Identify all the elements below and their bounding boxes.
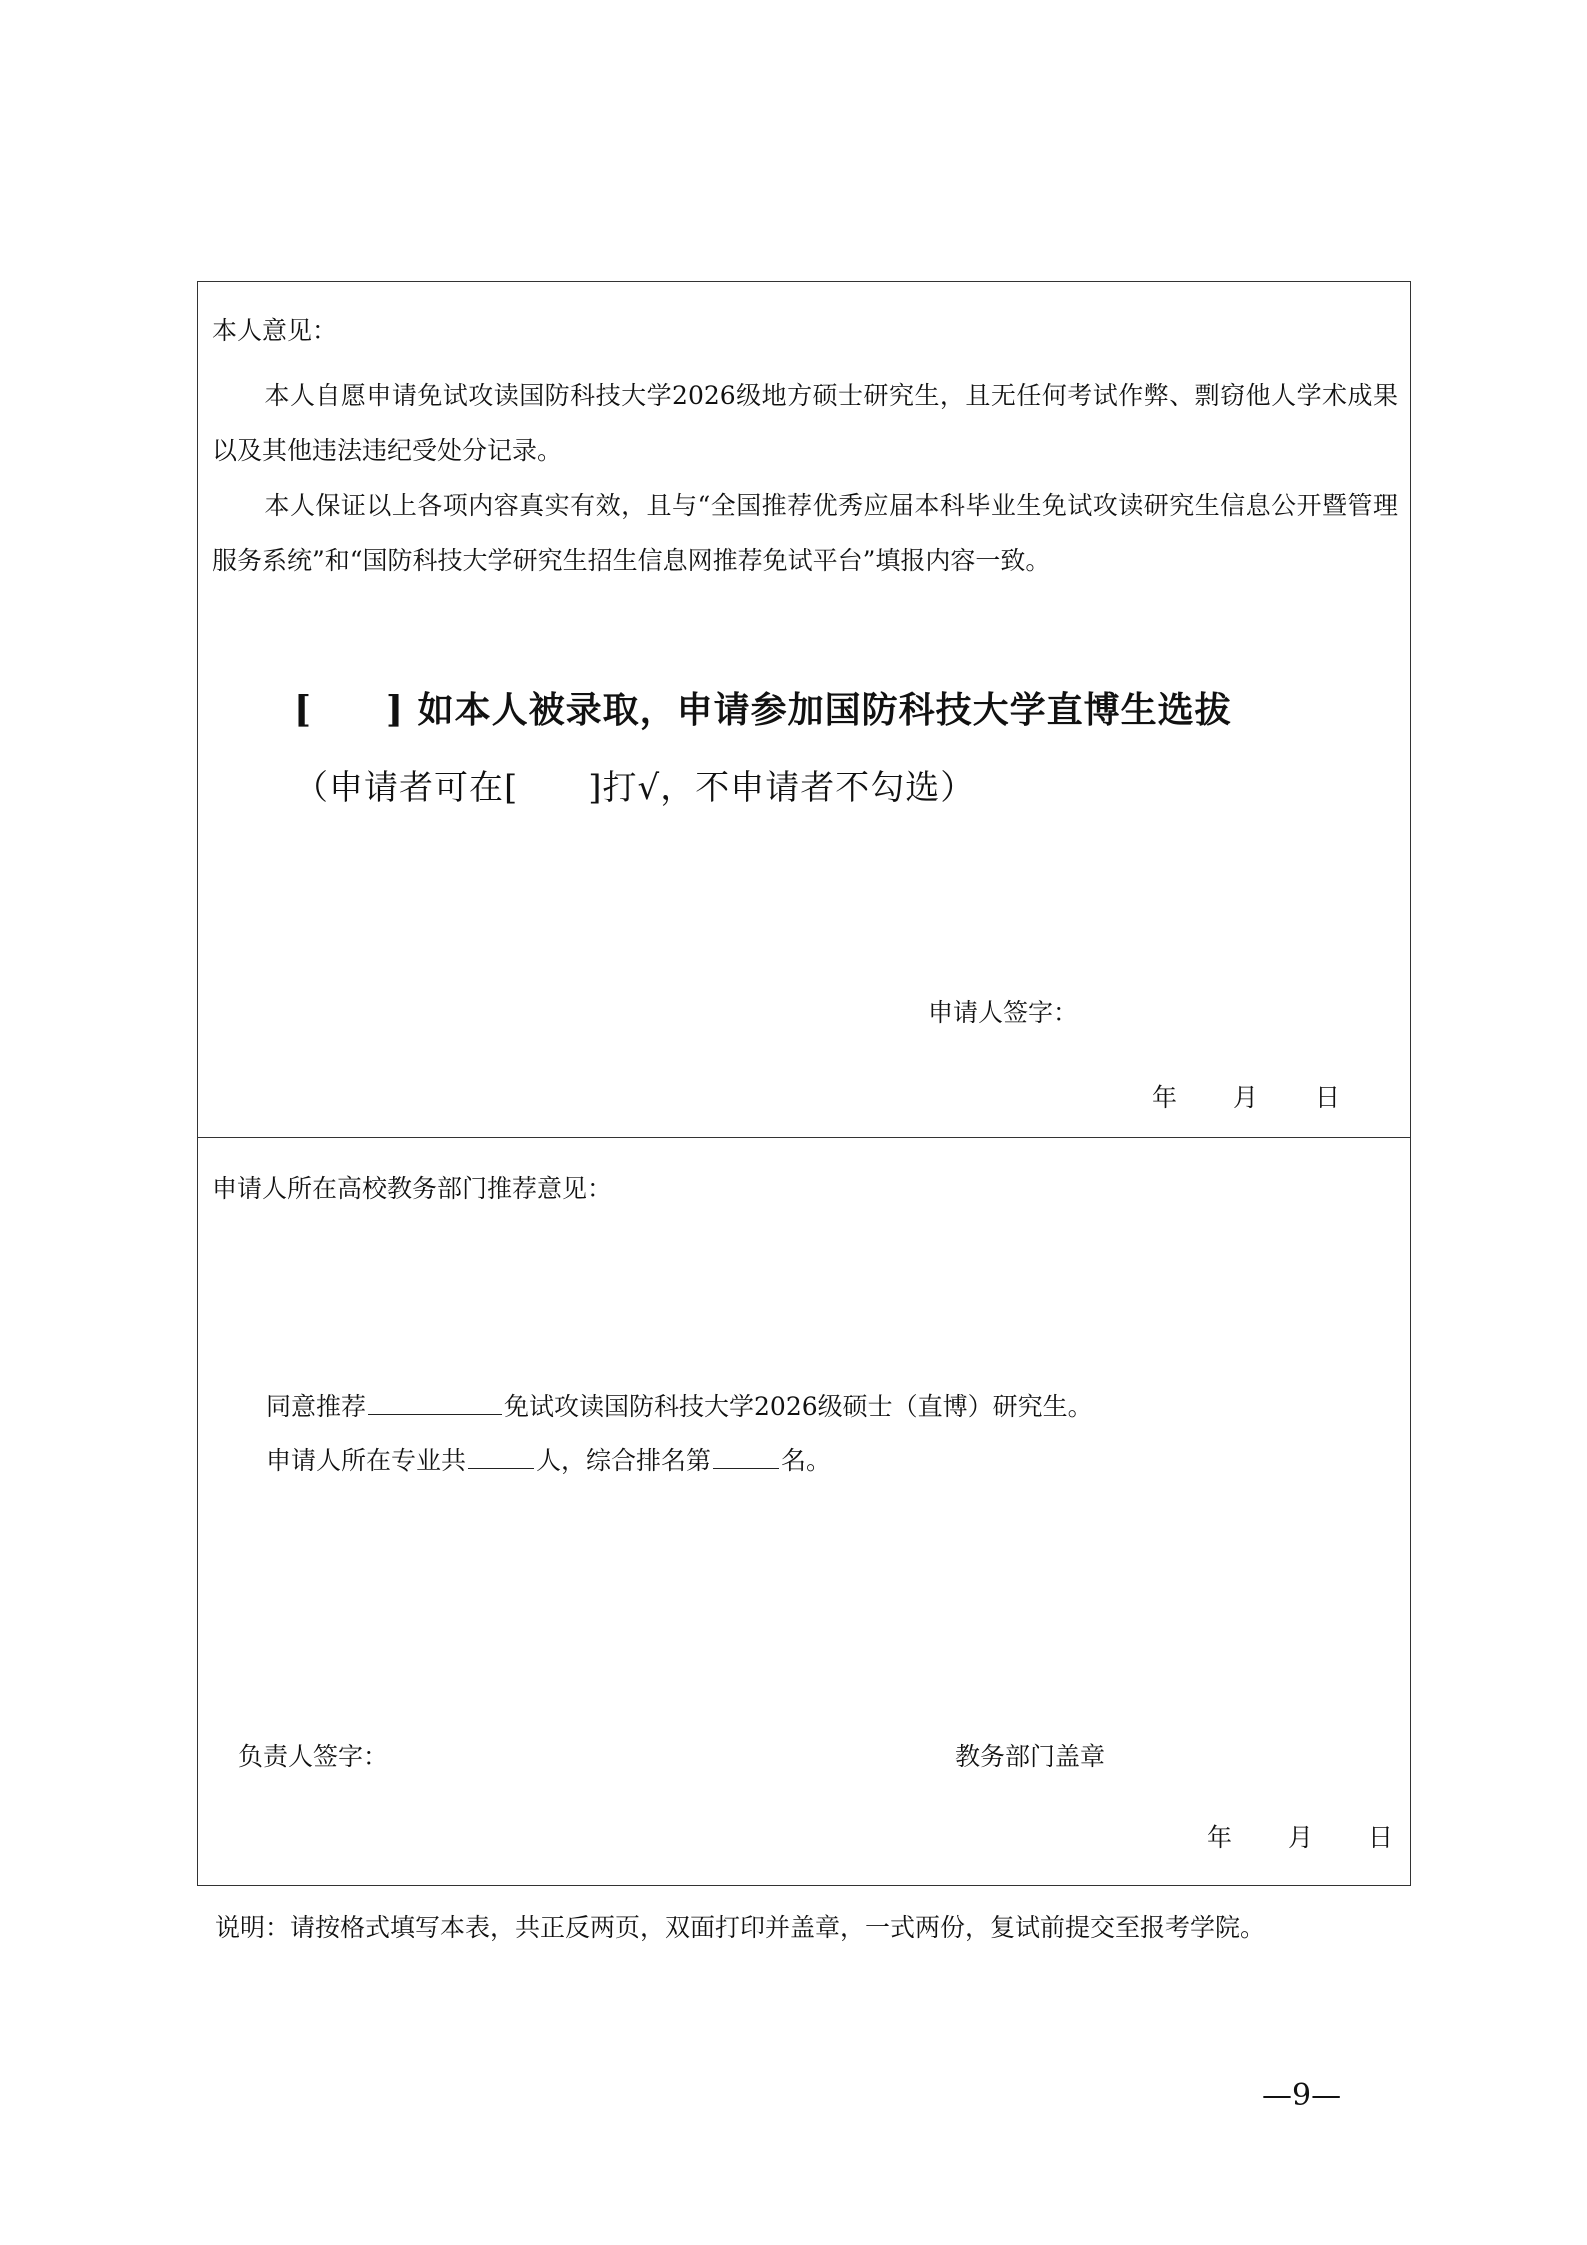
- date-year-label: 年: [1152, 1083, 1178, 1112]
- rank-line: 申请人所在专业共 人，综合排名第 名。: [266, 1442, 831, 1476]
- school-recommendation-section: [198, 1138, 1410, 1885]
- applicant-opinion-section: [198, 282, 1410, 1138]
- direct-phd-option: [294, 682, 1232, 733]
- stamp-label: 教务部门盖章: [955, 1742, 1106, 1771]
- recommended-name-blank[interactable]: [368, 1388, 502, 1415]
- date-year-label: 年: [1207, 1823, 1233, 1852]
- date-day-label: 日: [1368, 1823, 1394, 1852]
- date-day-label: 日: [1315, 1083, 1341, 1112]
- applicant-signature-label: 申请人签字：: [928, 998, 1079, 1027]
- leader-signature-label: 负责人签字：: [238, 1742, 389, 1771]
- declaration-paragraph-1: 本人自愿申请免试攻读国防科技大学2026级地方硕士研究生，且无任何考试作弊、剽窃他人学术成果以及其他违法违纪受处分记录。: [212, 381, 1398, 465]
- date-month-label: 月: [1288, 1823, 1314, 1852]
- date-month-label: 月: [1233, 1083, 1259, 1112]
- direct-phd-hint: （申请者可在[ ]打√，不申请者不勾选）: [294, 768, 976, 808]
- application-form-table: [197, 281, 1411, 1886]
- applicant-opinion-heading: 本人意见：: [212, 316, 338, 345]
- school-recommendation-heading: 申请人所在高校教务部门推荐意见：: [212, 1174, 613, 1203]
- page-number: —9—: [1262, 2078, 1342, 2113]
- recommend-line: 同意推荐 免试攻读国防科技大学2026级硕士（直博）研究生。: [266, 1388, 1093, 1422]
- declaration-paragraph-2: 本人保证以上各项内容真实有效，且与“全国推荐优秀应届本科毕业生免试攻读研究生信息公开暨管理服务系统”和“国防科技大学研究生招生信息网推荐免试平台”填报内容一致。: [212, 491, 1398, 575]
- total-students-blank[interactable]: [468, 1442, 534, 1469]
- rank-blank[interactable]: [713, 1442, 779, 1469]
- direct-phd-option-label: 如本人被录取，申请参加国防科技大学直博生选拔: [417, 689, 1232, 731]
- footnote: 说明：请按格式填写本表，共正反两页，双面打印并盖章，一式两份，复试前提交至报考学院。: [215, 1913, 1266, 1942]
- direct-phd-checkbox[interactable]: [ ]: [294, 689, 405, 731]
